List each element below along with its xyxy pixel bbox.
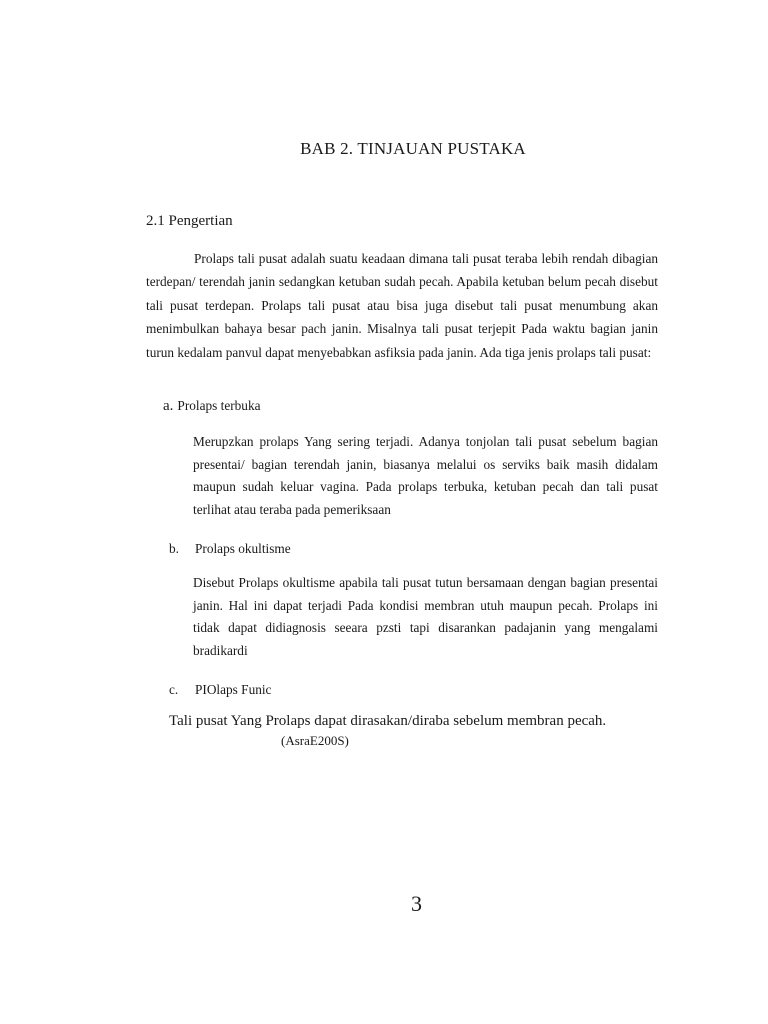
list-item-b-description: Disebut Prolaps okultisme apabila tali pusat tutun bersamaan dengan bagian presentai janin. Hal ini dapat terjadi Pada kondisi membran utuh maupun pecah. Prolaps ini tidak dapat didiagnosis seeara pzsti tapi disarankan padajanin yang mengalami bradikardi	[193, 575, 658, 658]
section-heading: 2.1 Pengertian	[146, 213, 233, 229]
list-item-label: PIOlaps Funic	[195, 682, 272, 697]
list-item-c-heading	[169, 681, 271, 699]
intro-paragraph-text: Prolaps tali pusat adalah suatu keadaan dimana tali pusat teraba lebih rendah dibagian terdepan/ terendah janin sedangkan ketuban sudah pecah. Apabila ketuban belum pecah disebut tali pusat terdepan. Prolaps tali pusat atau bisa juga disebut tali pusat menumbung akan menimbulkan bahaya besar pach janin. Misalnya tali pusat terjepit Pada waktu bagian janin turun kedalam panvul dapat menyebabkan asfiksia pada janin. Ada tiga jenis prolaps tali pusat:	[146, 251, 658, 360]
list-item-label: Prolaps okultisme	[195, 541, 291, 556]
intro-paragraph	[146, 247, 658, 364]
citation: (AsraE200S)	[281, 733, 349, 748]
list-item-a-heading	[163, 397, 261, 415]
page-title: BAB 2. TINJAUAN PUSTAKA	[300, 139, 526, 158]
list-item-c-description: Tali pusat Yang Prolaps dapat dirasakan/diraba sebelum membran pecah.	[169, 713, 607, 729]
list-marker: c.	[169, 682, 179, 697]
page-number: 3	[411, 891, 422, 916]
list-marker: a.	[163, 398, 174, 414]
list-marker: b.	[169, 541, 179, 556]
list-item-a-description: Merupzkan prolaps Yang sering terjadi. Adanya tonjolan tali pusat sebelum bagian presentai/ bagian terendah janin, biasanya melalui os serviks baik masih didalam maupun sudah keluar vagina. Pada prolaps terbuka, ketuban pecah dan tali pusat terlihat atau teraba pada pemeriksaan	[193, 434, 658, 517]
list-item-b-heading	[169, 540, 291, 558]
list-item-label: Prolaps terbuka	[177, 398, 261, 413]
